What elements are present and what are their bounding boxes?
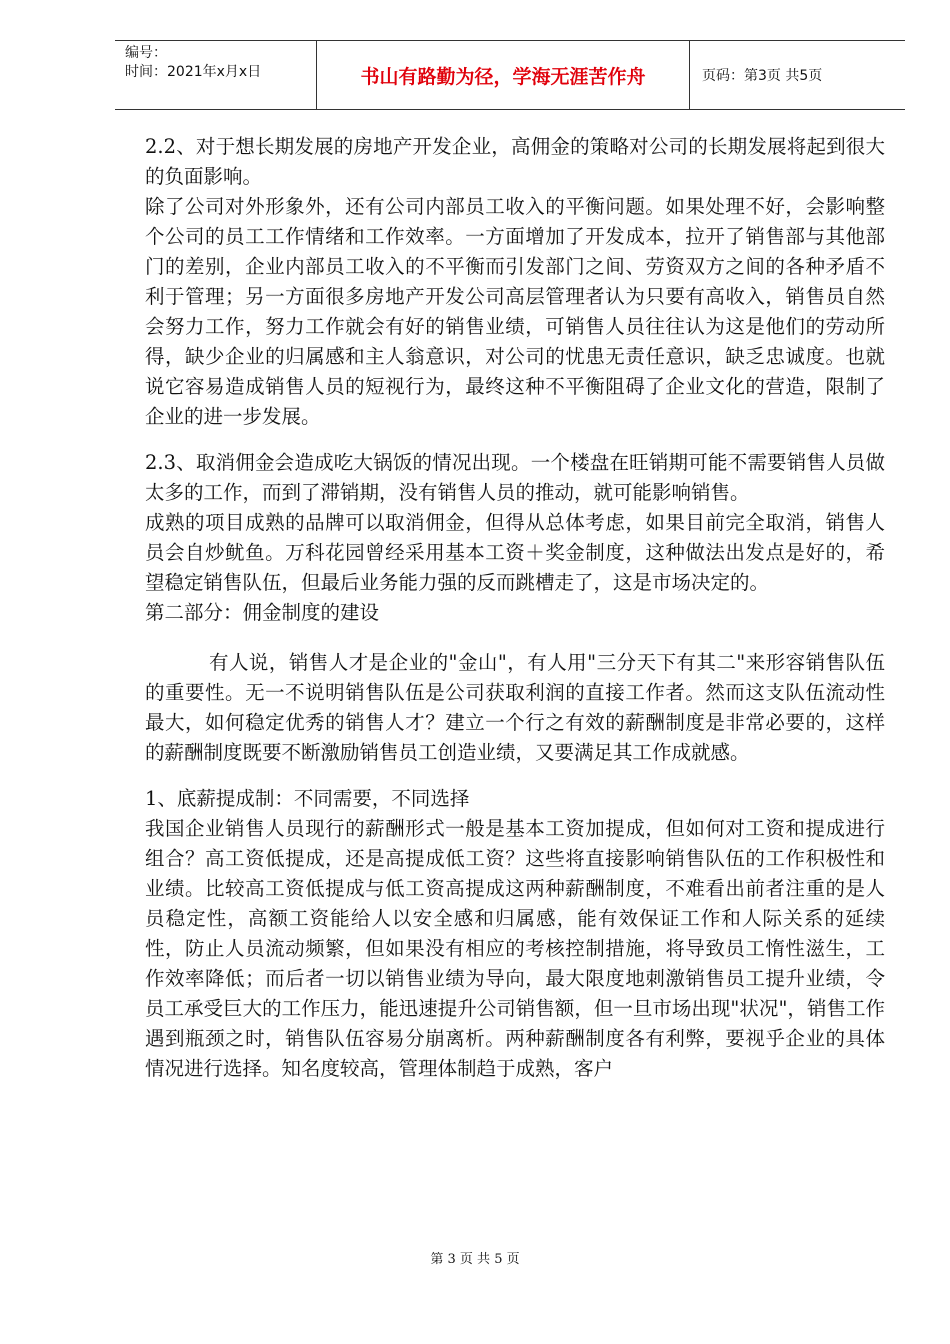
header-meta (115, 41, 317, 109)
header-motto: 书山有路勤为径，学海无涯苦作舟 (317, 41, 690, 109)
document-body (145, 132, 885, 1084)
paragraph-salary-forms: 我国企业销售人员现行的薪酬形式一般是基本工资加提成，但如何对工资和提成进行组合？高工资低提成，还是高提成低工资？这些将直接影响销售队伍的工作积极性和业绩。比较高工资低提成与低工资高提成这两种薪酬制度，不难看出前者注重的是人员稳定性，高额工资能给人以安全感和归属感，能有效保证工作和人际关系的延续性，防止人员流动频繁，但如果没有相应的考核控制措施，将导致员工惰性滋生，工作效率降低；而后者一切以销售业绩为导向，最大限度地刺激销售员工提升业绩，令员工承受巨大的工作压力，能迅速提升公司销售额，但一旦市场出现"状况"，销售工作遇到瓶颈之时，销售队伍容易分崩离析。两种薪酬制度各有利弊，要视乎企业的具体情况进行选择。知名度较高，管理体制趋于成熟，客户 (145, 817, 885, 1080)
paragraph-balance: 除了公司对外形象外，还有公司内部员工收入的平衡问题。如果处理不好，会影响整个公司的员工工作情绪和工作效率。一方面增加了开发成本，拉开了销售部与其他部门的差别，企业内部员工收入的不平衡而引发部门之间、劳资双方之间的各种矛盾不利于管理；另一方面很多房地产开发公司高层管理者认为只要有高收入，销售员自然会努力工作，努力工作就会有好的销售业绩，可销售人员往往认为这是他们的劳动所得，缺少企业的归属感和主人翁意识，对公司的忧患无责任意识，缺乏忠诚度。也就说它容易造成销售人员的短视行为，最终这种不平衡阻碍了企业文化的营造，限制了企业的进一步发展。 (145, 195, 885, 428)
section-heading-part-two: 第二部分：佣金制度的建设 (145, 601, 380, 624)
header-number-label: 编号： (125, 45, 167, 61)
paragraph-mature-project: 成熟的项目成熟的品牌可以取消佣金，但得从总体考虑，如果目前完全取消，销售人员会自炒鱿鱼。万科花园曾经采用基本工资＋奖金制度，这种做法出发点是好的，希望稳定销售队伍，但最后业务能力强的反而跳槽走了，这是市场决定的。 (145, 511, 885, 594)
paragraph-2-2: 2.2、对于想长期发展的房地产开发企业，高佣金的策略对公司的长期发展将起到很大的负面影响。 (145, 135, 885, 188)
page-header (115, 40, 905, 110)
subheading-base-salary: 1、底薪提成制：不同需要，不同选择 (145, 787, 470, 810)
header-page-code: 页码：第3页 共5页 (702, 68, 823, 84)
page-footer: 第 3 页 共 5 页 (430, 1252, 520, 1267)
header-time-label: 时间：2021年x月x日 (125, 64, 262, 80)
paragraph-sales-talent: 有人说，销售人才是企业的"金山"，有人用"三分天下有其二"来形容销售队伍的重要性。无一不说明销售队伍是公司获取利润的直接工作者。然而这支队伍流动性最大，如何稳定优秀的销售人才？建立一个行之有效的薪酬制度是非常必要的，这样的薪酬制度既要不断激励销售员工创造业绩，又要满足其工作成就感。 (145, 651, 885, 764)
paragraph-2-3: 2.3、取消佣金会造成吃大锅饭的情况出现。一个楼盘在旺销期可能不需要销售人员做太多的工作，而到了滞销期，没有销售人员的推动，就可能影响销售。 (145, 451, 885, 504)
